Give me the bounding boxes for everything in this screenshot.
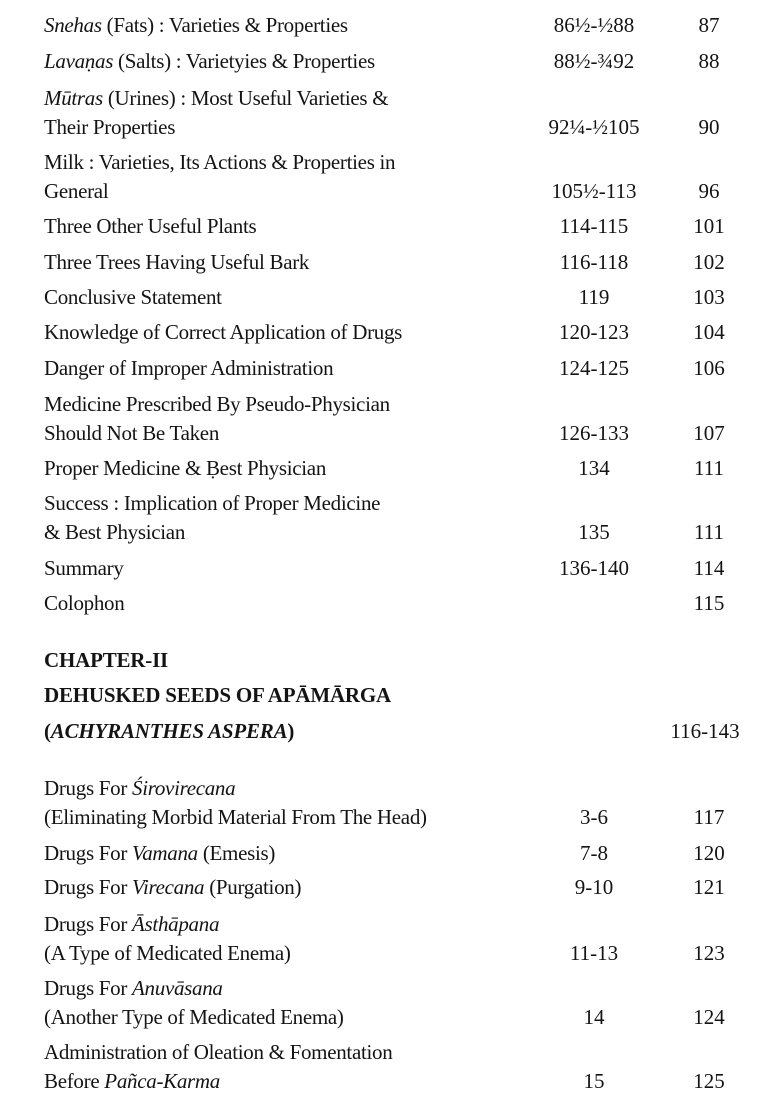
entry-page: 104 — [693, 320, 725, 344]
entry-verses: 116-118 — [559, 250, 629, 274]
entry-title-italic: Virecana — [132, 875, 205, 899]
entry-title-line1: Success : Implication of Proper Medicine — [44, 491, 381, 515]
entry-verses: 135 — [578, 519, 610, 544]
entry-page: 106 — [693, 356, 725, 380]
entry-title — [44, 910, 504, 967]
entry-title — [44, 148, 504, 205]
entry-title-rest: (Fats) : Varieties & Properties — [101, 13, 348, 37]
entry-verses: 14 — [583, 1004, 605, 1029]
entry-page: 96 — [698, 178, 720, 203]
entry-verses: 119 — [578, 285, 610, 309]
entry-verses: 105½-113 — [551, 178, 637, 203]
entry-page: 107 — [693, 420, 725, 445]
entry-page: 123 — [693, 940, 725, 965]
entry-title — [44, 84, 504, 141]
entry-page: 103 — [693, 285, 725, 309]
entry-title-italic: Mūtras — [44, 86, 103, 110]
entry-title-rest: (Purgation) — [204, 875, 302, 899]
entry-title-italic: Vamana — [132, 841, 198, 865]
entry-title: Three Other Useful Plants — [44, 214, 257, 238]
entry-title-rest: (Emesis) — [197, 841, 276, 865]
entry-title-line2: (Another Type of Medicated Enema) — [44, 1004, 344, 1029]
entry-page: 87 — [698, 13, 720, 37]
entry-title-plain: Drugs For — [44, 976, 133, 1000]
entry-title: Danger of Improper Administration — [44, 356, 334, 380]
entry-title-italic: Lavaṇas — [44, 49, 114, 73]
entry-title — [44, 839, 504, 868]
entry-title-line2: & Best Physician — [44, 519, 186, 544]
chapter-title-line1: DEHUSKED SEEDS OF APĀMĀRGA — [44, 683, 391, 707]
entry-page: 115 — [693, 591, 725, 615]
entry-title-line1: Milk : Varieties, Its Actions & Properties in — [44, 150, 396, 174]
entry-page: 114 — [693, 556, 725, 580]
entry-verses: 92¼-½105 — [548, 114, 640, 139]
entry-page: 101 — [693, 214, 725, 238]
entry-verses: 126-133 — [559, 420, 629, 445]
entry-title — [44, 489, 504, 546]
entry-title-line2: Their Properties — [44, 114, 176, 139]
entry-verses: 124-125 — [559, 356, 629, 380]
entry-verses: 7-8 — [580, 841, 608, 865]
entry-title — [44, 974, 504, 1031]
entry-title: Three Trees Having Useful Bark — [44, 250, 310, 274]
entry-title — [44, 47, 504, 76]
entry-title-italic: Pañca-Karma — [104, 1068, 220, 1093]
entry-verses: 134 — [578, 456, 610, 480]
entry-title-line2: General — [44, 178, 109, 203]
entry-title — [44, 774, 514, 831]
entry-title: Conclusive Statement — [44, 285, 222, 309]
entry-title-line1: Administration of Oleation & Fomentation — [44, 1040, 393, 1064]
entry-page: 111 — [694, 456, 724, 480]
entry-verses: 86½-½88 — [553, 13, 635, 37]
entry-verses: 114-115 — [559, 214, 629, 238]
entry-page: 102 — [693, 250, 725, 274]
entry-page: 117 — [693, 804, 725, 829]
paren-open: ( — [44, 719, 51, 743]
paren-close: ) — [287, 719, 295, 743]
entry-title-line2: Should Not Be Taken — [44, 420, 220, 445]
entry-title-line1: Medicine Prescribed By Pseudo-Physician — [44, 392, 390, 416]
entry-title-italic: Śirovirecana — [132, 776, 236, 800]
entry-title-italic: Snehas — [44, 13, 102, 37]
entry-title-line2: (Eliminating Morbid Material From The Head) — [44, 804, 427, 829]
entry-verses: 88½-¾92 — [553, 49, 635, 73]
entry-page: 90 — [698, 114, 720, 139]
entry-title-plain: Before — [44, 1068, 105, 1093]
entry-title-line2: (A Type of Medicated Enema) — [44, 940, 291, 965]
entry-verses: 136-140 — [559, 556, 629, 580]
entry-title — [44, 873, 504, 902]
entry-title-italic: Anuvāsana — [132, 976, 223, 1000]
entry-page: 124 — [693, 1004, 725, 1029]
entry-title — [44, 1038, 504, 1095]
entry-title-plain: Drugs For — [44, 841, 133, 865]
entry-verses: 11-13 — [569, 940, 619, 965]
entry-page: 120 — [693, 841, 725, 865]
entry-verses: 3-6 — [580, 804, 608, 829]
entry-verses: 15 — [583, 1068, 605, 1093]
entry-title: Summary — [44, 556, 124, 580]
chapter-label: CHAPTER-II — [44, 648, 169, 672]
entry-title — [44, 390, 504, 447]
entry-page: 111 — [694, 519, 724, 544]
entry-title — [44, 11, 504, 40]
entry-title-rest: (Urines) : Most Useful Varieties & — [102, 86, 389, 110]
entry-verses: 120-123 — [559, 320, 629, 344]
entry-title: Proper Medicine & Ḅest Physician — [44, 456, 327, 480]
entry-page: 125 — [693, 1068, 725, 1093]
entry-title-italic: Āsthāpana — [132, 912, 220, 936]
entry-page: 121 — [693, 875, 725, 899]
entry-title: Colophon — [44, 591, 125, 615]
entry-title: Knowledge of Correct Application of Drugs — [44, 320, 403, 344]
chapter-page-range: 116-143 — [670, 719, 740, 743]
entry-title-plain: Drugs For — [44, 875, 133, 899]
chapter-title-line2 — [44, 717, 294, 745]
entry-title-plain: Drugs For — [44, 912, 133, 936]
entry-page: 88 — [698, 49, 720, 73]
entry-title-rest: (Salts) : Varietyies & Properties — [113, 49, 375, 73]
entry-title-plain: Drugs For — [44, 776, 133, 800]
chapter-botanical-name: ACHYRANTHES ASPERA — [50, 719, 288, 743]
entry-verses: 9-10 — [574, 875, 614, 899]
